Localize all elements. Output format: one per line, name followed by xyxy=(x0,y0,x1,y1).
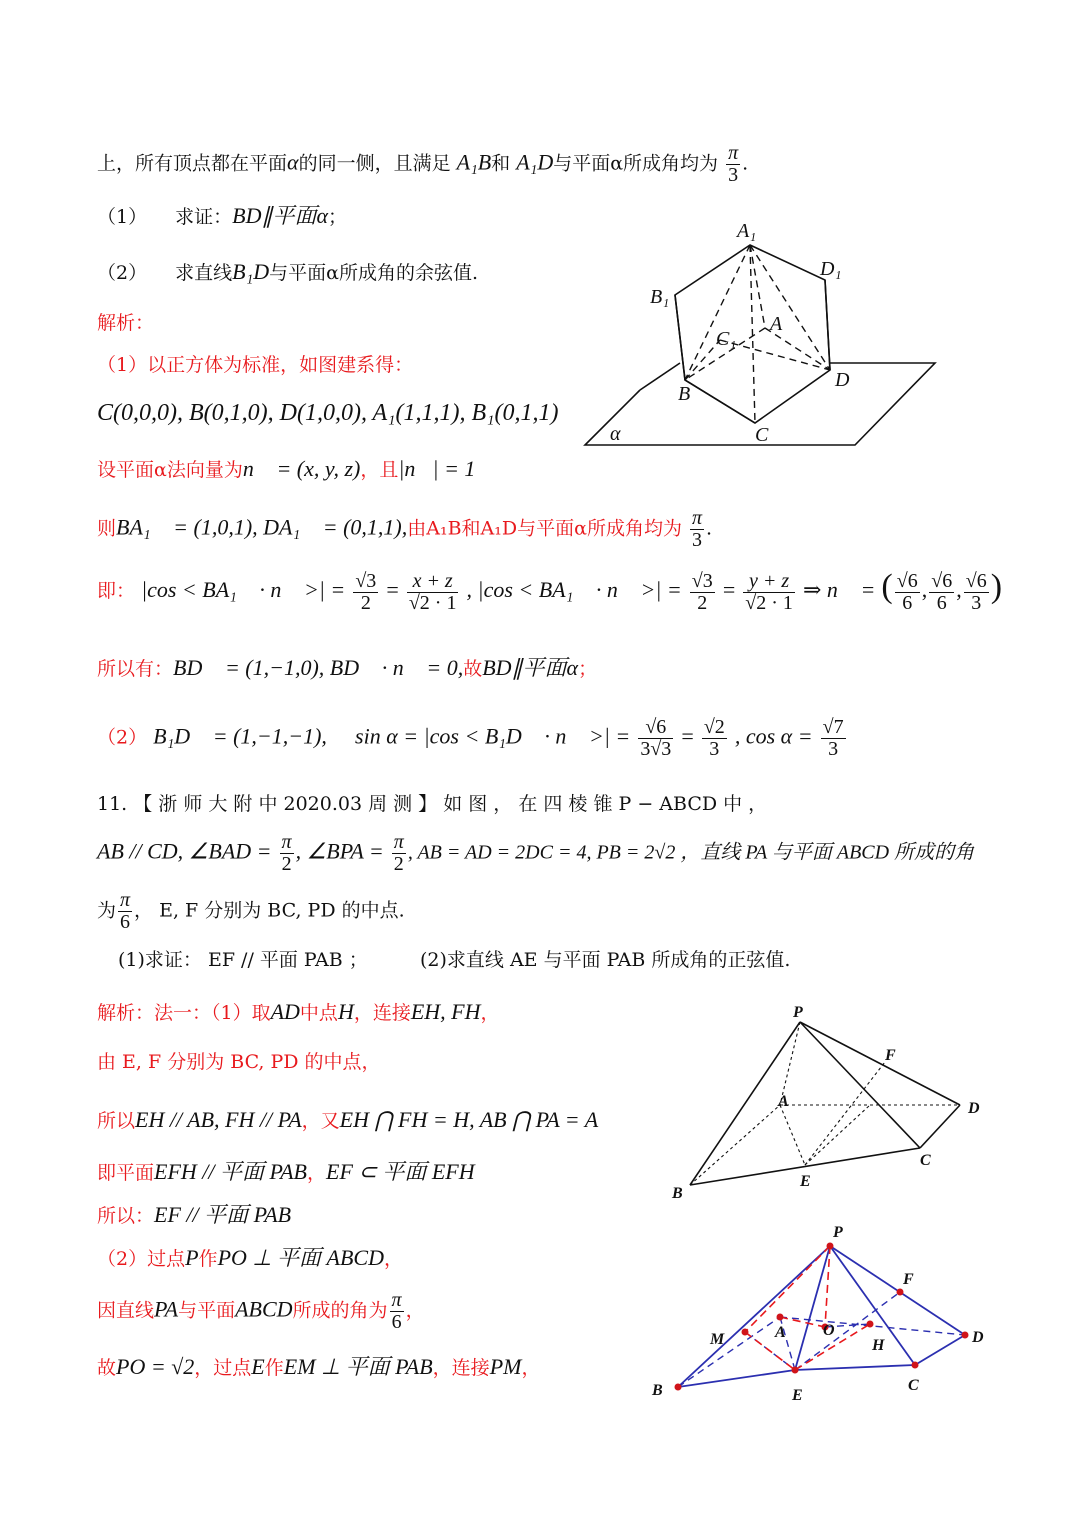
label-d: D xyxy=(972,1329,984,1346)
intro-text-2: 的同一侧，且满足 xyxy=(298,152,451,175)
vectors-math: BA₁⃗ = (1,0,1), DA₁⃗ = (0,1,1), xyxy=(116,514,408,540)
label-b: B xyxy=(672,1185,683,1202)
point-h xyxy=(867,1321,874,1328)
q1-math: BD∥平面α xyxy=(232,203,329,228)
label-f: F xyxy=(885,1047,896,1064)
a1d-term: A₁D xyxy=(516,149,554,175)
label-d1: D₁ xyxy=(820,258,842,280)
vectors-red-text: 由A₁B和A₁D与平面α所成角均为 xyxy=(407,517,682,540)
label-d: D xyxy=(835,369,850,391)
label-b: B xyxy=(678,383,691,405)
bd-prefix: 所以有： xyxy=(97,658,174,680)
label-m: M xyxy=(710,1331,725,1348)
point-f xyxy=(897,1289,904,1296)
vectors-line: 则BA₁⃗ = (1,0,1), DA₁⃗ = (0,1,1),由A₁B和A₁D与平面α所成角均为 $\frac{\pi}{3}$ . xyxy=(97,507,713,551)
bd-red: 故 xyxy=(463,658,483,680)
q2-end: 与平面α所成角的余弦值. xyxy=(269,262,479,284)
frac-sqrt6-3sqrt3: $\frac{√6}{3√3}$ xyxy=(640,716,672,760)
label-b1: B₁ xyxy=(650,286,670,308)
normal-math: n⃗ = (x, y, z) xyxy=(242,456,361,481)
n-comp-1: $\frac{√6}{6}$ xyxy=(896,569,918,614)
frac-sqrt3-2-b: $\frac{√3}{2}$ xyxy=(691,569,713,614)
label-c: C xyxy=(908,1377,919,1394)
s2-label: （2） xyxy=(97,726,148,749)
label-f: F xyxy=(903,1271,914,1288)
problem-11-q1: (1)求证： EF // 平面 PAB ； xyxy=(118,949,368,971)
label-a1: A₁ xyxy=(737,220,757,242)
problem-11-line-2: AB // CD, ∠BAD = $\frac{\pi}{2}$ , ∠BPA = $\frac{\pi}{2}$ , AB = AD = 2DC = 4, PB = 2√2 ，直线 PA 与平面 ABCD 所成的角 xyxy=(97,831,975,875)
label-alpha: α xyxy=(610,423,621,445)
frac-sqrt7-3: $\frac{√7}{3}$ xyxy=(822,716,844,760)
label-a: A xyxy=(775,1324,786,1341)
label-p: P xyxy=(833,1224,843,1241)
label-a: A xyxy=(770,313,783,335)
frac-sqrt3-2: $\frac{√3}{2}$ xyxy=(355,569,377,614)
cos-prefix: 即： xyxy=(97,580,136,602)
point-d xyxy=(962,1332,969,1339)
solution-label: 解析： xyxy=(97,312,155,334)
label-a: A xyxy=(778,1093,789,1110)
problem-11-line-3: 为 $\frac{\pi}{6}$ ， E, F 分别为 BC, PD 的中点. xyxy=(97,889,405,933)
coordinates: C(0,0,0), B(0,1,0), D(1,0,0), A₁(1,1,1), B₁(0,1,1) xyxy=(97,400,559,426)
sol11-line-3: 所以EH // AB, FH // PA，又EH ⋂ FH = H, AB ⋂ PA = A xyxy=(97,1107,599,1132)
label-o: O xyxy=(823,1322,835,1339)
q2-label: （2） xyxy=(97,262,148,284)
bd-line: 所以有：BD⃗ = (1,−1,0), BD⃗ · n⃗ = 0,故BD∥平面α； xyxy=(97,655,598,680)
vectors-prefix: 则 xyxy=(97,517,117,540)
frac-xz: $\frac{x + z}{√2 \cdot 1}$ xyxy=(408,569,457,614)
label-d: D xyxy=(968,1100,980,1117)
bd-math-2: BD∥平面α xyxy=(482,655,579,680)
problem-11-q2: (2)求直线 AE 与平面 PAB 所成角的正弦值. xyxy=(420,949,791,971)
normal-vector-line xyxy=(97,457,475,481)
solution-2-line: （2） B₁D⃗ = (1,−1,−1), ∴ sin α = |cos < B₁D⃗ · n⃗ >| = $\frac{√6}{3√3}$ = $\frac{√2}{3}$ , cos α = $\frac{√7}{3}$ xyxy=(97,716,844,760)
n-comp-3: $\frac{√6}{3}$ xyxy=(965,569,987,614)
and-text: 和 xyxy=(491,152,511,175)
sol11-line-2: 由 E, F 分别为 BC, PD 的中点， xyxy=(97,1051,381,1073)
cube-figure xyxy=(580,210,950,455)
intro-line: 上，所有顶点都在平面α的同一侧，且满足 A₁B和 A₁D与平面α所成角均为 $\frac{\pi}{3}$ . xyxy=(97,142,749,186)
normal-and: ，且 xyxy=(360,459,399,481)
normal-text: 设平面α法向量为 xyxy=(97,459,243,481)
label-c: C xyxy=(920,1152,931,1169)
point-b xyxy=(675,1384,682,1391)
alpha-symbol: α xyxy=(287,149,299,175)
label-c1: C₁ xyxy=(716,328,737,350)
question-2 xyxy=(97,260,478,284)
q1-text: 求证： xyxy=(175,206,233,228)
q2-math: B₁D xyxy=(232,259,270,284)
n-comp-2: $\frac{√6}{6}$ xyxy=(931,569,953,614)
colored-pyramid-figure xyxy=(650,1222,1000,1407)
point-m xyxy=(742,1329,749,1336)
point-c xyxy=(912,1362,919,1369)
point-p xyxy=(827,1243,834,1250)
label-h: H xyxy=(872,1337,885,1354)
normal-norm: |n⃗| = 1 xyxy=(398,456,476,481)
solution-1-heading: （1）以正方体为标准，如图建系得： xyxy=(97,354,414,376)
label-e: E xyxy=(792,1387,803,1404)
sol11-line-1: 解析：法一：（1）取AD中点H，连接EH, FH， xyxy=(97,999,500,1024)
frac-yz: $\frac{y + z}{√2 \cdot 1}$ xyxy=(745,569,793,614)
sol11-line-7: 因直线PA与平面ABCD所成的角为 $\frac{\pi}{6}$ ， xyxy=(97,1289,425,1333)
q1-label: （1） xyxy=(97,206,148,228)
q2-text: 求直线 xyxy=(175,262,233,284)
label-p: P xyxy=(793,1004,803,1021)
s2-math: B₁D⃗ = (1,−1,−1), ∴ sin α = |cos < B₁D⃗ · n⃗ >| = xyxy=(153,723,631,749)
pyramid-figure xyxy=(660,1000,1000,1210)
sol11-line-5: 所以：EF // 平面 PAB xyxy=(97,1202,292,1227)
pi-over-3: $\frac{\pi}{3}$ xyxy=(728,142,739,186)
a1b-term: A₁B xyxy=(456,149,492,175)
point-a xyxy=(777,1314,784,1321)
pi-over-3-b: $\frac{\pi}{3}$ xyxy=(692,507,703,551)
cos-part-1: |cos < BA₁⃗ · n⃗ >| = xyxy=(141,577,346,602)
intro-suffix: 与平面α所成角均为 xyxy=(553,152,719,175)
sol11-line-4: 即平面EFH // 平面 PAB，EF ⊂ 平面 EFH xyxy=(97,1159,475,1184)
intro-text: 上，所有顶点都在平面 xyxy=(97,152,288,175)
label-c: C xyxy=(755,424,769,446)
cos-part-2: , |cos < BA₁⃗ · n⃗ >| = xyxy=(466,577,682,602)
s2-mid: , cos α = xyxy=(734,723,813,749)
sol11-line-6: （2）过点P作PO ⊥ 平面 ABCD， xyxy=(97,1245,404,1270)
question-1: （1） 求证：BD∥平面α； xyxy=(97,203,348,228)
frac-sqrt2-3: $\frac{√2}{3}$ xyxy=(703,716,725,760)
sol11-line-8: 故PO = √2，过点E作EM ⊥ 平面 PAB，连接PM， xyxy=(97,1354,541,1379)
problem-11-line-1: 11. 【 浙 师 大 附 中 2020.03 周 测 】 如 图 ， 在 四 棱 锥 P − ABCD 中 ， xyxy=(97,793,768,815)
label-b: B xyxy=(652,1382,663,1399)
bd-math: BD⃗ = (1,−1,0), BD⃗ · n⃗ = 0, xyxy=(173,655,464,680)
cos-line: 即： |cos < BA₁⃗ · n⃗ >| = $\frac{√3}{2}$ = $\frac{x + z}{√2 \cdot 1}$ , |cos < BA₁⃗ · n⃗ >| = $\frac{√3}{2}$ = $\frac{y + z}{√2 \cdot 1}$ ⇒ n⃗ = ( $\frac{√6}{6}$ , $\frac{√6}{6}$ , $\frac{√6}{3}$ ) xyxy=(97,568,1003,614)
cos-arrow: ⇒ n⃗ = xyxy=(802,577,876,602)
label-e: E xyxy=(800,1173,811,1190)
point-e xyxy=(792,1367,799,1374)
